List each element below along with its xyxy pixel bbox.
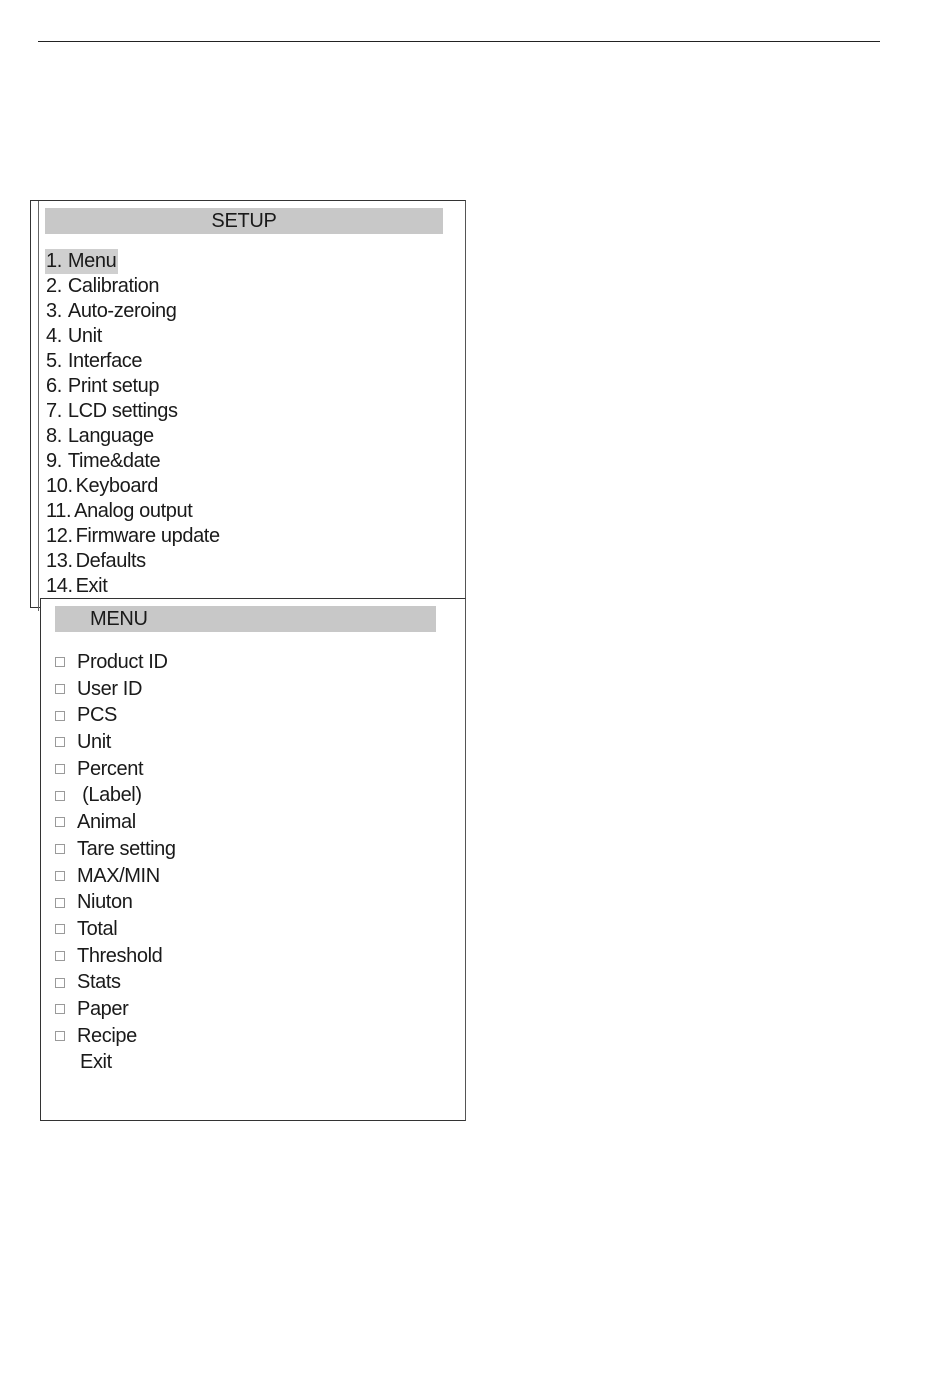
setup-item-number: 14. xyxy=(46,575,73,597)
menu-exit[interactable]: Exit xyxy=(80,1051,112,1074)
setup-item-auto-zeroing[interactable] xyxy=(45,299,220,324)
checkbox[interactable] xyxy=(55,684,65,694)
menu-option-label-item[interactable] xyxy=(55,782,176,809)
setup-item-label: Firmware update xyxy=(75,525,220,547)
menu-panel xyxy=(40,598,466,1121)
setup-item-number: 11. xyxy=(46,500,72,522)
checkbox[interactable] xyxy=(55,817,65,827)
setup-item-label: Defaults xyxy=(75,550,146,572)
menu-option-label: Animal xyxy=(77,811,136,834)
setup-item-number: 10. xyxy=(46,475,73,497)
setup-title: SETUP xyxy=(45,208,443,234)
checkbox[interactable] xyxy=(55,898,65,908)
checkbox[interactable] xyxy=(55,978,65,988)
setup-item-keyboard[interactable] xyxy=(45,474,220,499)
checkbox[interactable] xyxy=(55,1031,65,1041)
setup-item-exit[interactable] xyxy=(45,574,220,599)
setup-menu-list xyxy=(45,249,220,599)
menu-option-recipe[interactable] xyxy=(55,1023,176,1050)
menu-option-label: MAX/MIN xyxy=(77,864,160,887)
menu-option-label: Recipe xyxy=(77,1024,137,1047)
menu-option-label: Total xyxy=(77,917,118,940)
menu-option-label: Threshold xyxy=(77,944,163,967)
setup-item-analog-output[interactable] xyxy=(45,499,220,524)
menu-title-text: MENU xyxy=(90,608,148,630)
menu-option-threshold[interactable] xyxy=(55,943,176,970)
setup-item-label: Calibration xyxy=(67,275,160,297)
menu-option-niuton[interactable] xyxy=(55,889,176,916)
setup-item-number: 9. xyxy=(46,450,62,472)
menu-options-list xyxy=(55,649,176,1075)
checkbox[interactable] xyxy=(55,871,65,881)
setup-item-number: 6. xyxy=(46,375,62,397)
setup-item-label: Print setup xyxy=(67,375,160,397)
setup-item-number: 5. xyxy=(46,350,62,372)
menu-option-label: (Label) xyxy=(77,784,142,807)
setup-item-print-setup[interactable] xyxy=(45,374,220,399)
setup-item-time-date[interactable] xyxy=(45,449,220,474)
checkbox[interactable] xyxy=(55,657,65,667)
setup-item-label: Exit xyxy=(75,575,108,597)
menu-option-product-id[interactable] xyxy=(55,649,176,676)
menu-option-unit[interactable] xyxy=(55,729,176,756)
checkbox[interactable] xyxy=(55,711,65,721)
setup-item-number: 1. xyxy=(46,250,62,272)
checkbox[interactable] xyxy=(55,844,65,854)
checkbox[interactable] xyxy=(55,737,65,747)
menu-option-stats[interactable] xyxy=(55,969,176,996)
page-header-rule xyxy=(38,41,880,42)
menu-title xyxy=(55,606,436,632)
menu-option-label: Stats xyxy=(77,971,121,994)
setup-item-label: Interface xyxy=(67,350,143,372)
setup-item-label: LCD settings xyxy=(67,400,178,422)
menu-option-label: Unit xyxy=(77,731,111,754)
menu-option-label: Product ID xyxy=(77,651,168,673)
setup-item-interface[interactable] xyxy=(45,349,220,374)
menu-option-user-id[interactable] xyxy=(55,676,176,703)
menu-option-label: PCS xyxy=(77,704,117,727)
setup-item-calibration[interactable] xyxy=(45,274,220,299)
menu-option-label: User ID xyxy=(77,677,142,700)
setup-item-label: Menu xyxy=(67,250,117,272)
setup-item-unit[interactable] xyxy=(45,324,220,349)
menu-option-label: Niuton xyxy=(77,891,133,914)
menu-option-tare-setting[interactable] xyxy=(55,836,176,863)
checkbox[interactable] xyxy=(55,1004,65,1014)
setup-panel xyxy=(30,200,466,608)
menu-option-pcs[interactable] xyxy=(55,702,176,729)
setup-item-number: 8. xyxy=(46,425,62,447)
checkbox[interactable] xyxy=(55,791,65,801)
setup-item-number: 7. xyxy=(46,400,62,422)
setup-item-number: 13. xyxy=(46,550,73,572)
setup-item-number: 3. xyxy=(46,300,62,322)
setup-item-label: Analog output xyxy=(74,500,193,522)
setup-item-language[interactable] xyxy=(45,424,220,449)
setup-item-menu[interactable] xyxy=(45,249,220,274)
menu-option-animal[interactable] xyxy=(55,809,176,836)
setup-item-label: Keyboard xyxy=(75,475,159,497)
menu-option-percent[interactable] xyxy=(55,756,176,783)
setup-item-number: 4. xyxy=(46,325,62,347)
menu-option-total[interactable] xyxy=(55,916,176,943)
setup-item-label: Language xyxy=(67,425,154,447)
setup-item-number: 2. xyxy=(46,275,62,297)
setup-item-label: Auto-zeroing xyxy=(67,300,177,322)
setup-item-label: Unit xyxy=(67,325,102,347)
checkbox[interactable] xyxy=(55,764,65,774)
menu-option-label: Paper xyxy=(77,997,129,1020)
menu-option-label: Tare setting xyxy=(77,837,176,860)
setup-item-number: 12. xyxy=(46,525,73,547)
setup-item-firmware-update[interactable] xyxy=(45,524,220,549)
menu-option-paper[interactable] xyxy=(55,996,176,1023)
setup-item-defaults[interactable] xyxy=(45,549,220,574)
setup-item-lcd-settings[interactable] xyxy=(45,399,220,424)
setup-item-label: Time&date xyxy=(67,450,161,472)
menu-option-label: Percent xyxy=(77,757,144,780)
menu-option-max-min[interactable] xyxy=(55,863,176,890)
checkbox[interactable] xyxy=(55,924,65,934)
checkbox[interactable] xyxy=(55,951,65,961)
